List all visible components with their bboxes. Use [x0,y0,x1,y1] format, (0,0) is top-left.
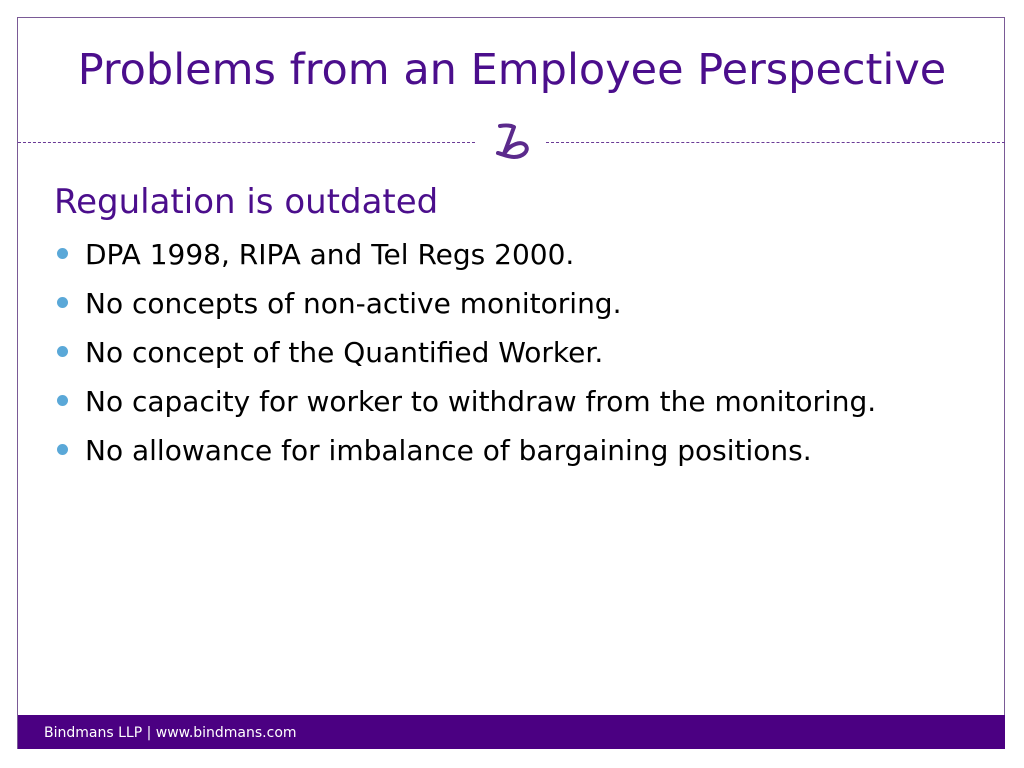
footer-bar [18,715,1005,749]
list-item [54,377,994,426]
slide-title: Problems from an Employee Perspective [77,45,947,95]
list-item-text: No concept of the Quantified Worker. [85,336,604,369]
list-item-text: DPA 1998, RIPA and Tel Regs 2000. [85,238,575,271]
bullet-dot-icon [57,248,68,259]
title-divider-right [546,142,1005,143]
bindmans-b-logo-icon [488,120,536,164]
section-subheading: Regulation is outdated [54,182,439,222]
bullet-dot-icon [57,297,68,308]
list-item-text: No capacity for worker to withdraw from the monitoring. [85,385,877,418]
list-item [54,230,994,279]
list-item [54,328,994,377]
title-divider-left [18,142,475,143]
list-item-text: No allowance for imbalance of bargaining positions. [85,434,812,467]
footer-text: Bindmans LLP | www.bindmans.com [44,725,297,741]
bullet-dot-icon [57,395,68,406]
list-item [54,426,994,475]
list-item-text: No concepts of non-active monitoring. [85,287,622,320]
bullet-dot-icon [57,346,68,357]
bullet-dot-icon [57,444,68,455]
slide-content [54,180,994,475]
bullet-list [54,230,994,475]
list-item [54,279,994,328]
